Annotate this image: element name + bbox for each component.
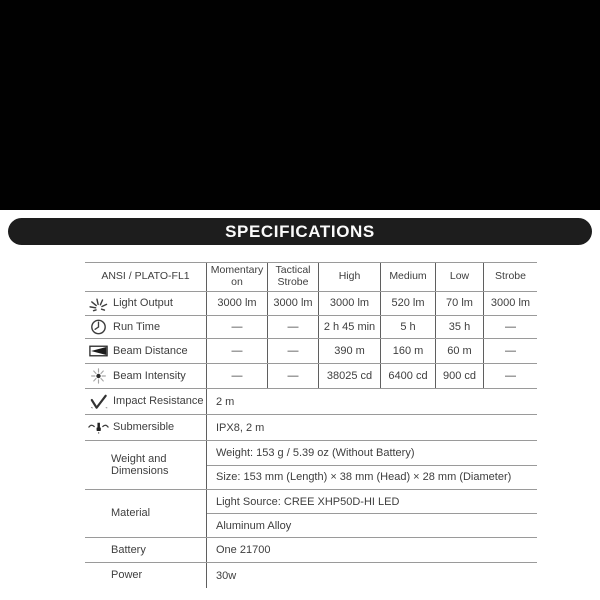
light-output-high: 3000 lm: [318, 292, 380, 315]
run-time-momentary: —: [206, 316, 267, 338]
run-time-low: 35 h: [435, 316, 483, 338]
beam-intensity-icon: [88, 367, 109, 385]
table-row-submersible: [85, 415, 537, 441]
power-value: 30w: [206, 563, 537, 588]
top-black-band: [0, 0, 600, 210]
table-row-light-output: [85, 292, 537, 316]
beam-intensity-medium: 6400 cd: [380, 364, 435, 388]
beam-intensity-tactical-strobe: —: [267, 364, 318, 388]
beam-distance-tactical-strobe: —: [267, 339, 318, 363]
beam-intensity-strobe: —: [483, 364, 537, 388]
beam-distance-high: 390 m: [318, 339, 380, 363]
submersible-icon: [88, 419, 109, 437]
submersible-value: IPX8, 2 m: [206, 415, 537, 440]
light-output-strobe: 3000 lm: [483, 292, 537, 315]
impact-resistance-icon: [88, 393, 109, 411]
column-header-high: High: [318, 263, 380, 291]
light-output-momentary: 3000 lm: [206, 292, 267, 315]
specifications-table: [85, 262, 537, 588]
run-time-icon: [88, 318, 109, 336]
column-header-strobe: Strobe: [483, 263, 537, 291]
row-label: Weight and Dimensions: [111, 452, 169, 477]
row-label: Beam Distance: [113, 344, 188, 357]
table-row-battery: [85, 538, 537, 563]
column-header-medium: Medium: [380, 263, 435, 291]
table-header-row: [85, 263, 537, 292]
beam-distance-icon: [88, 342, 109, 360]
row-label: Run Time: [113, 320, 161, 333]
run-time-strobe: —: [483, 316, 537, 338]
table-row-impact-resistance: [85, 389, 537, 415]
row-label: Submersible: [113, 421, 175, 434]
beam-intensity-low: 900 cd: [435, 364, 483, 388]
light-output-icon: [88, 295, 109, 313]
specifications-banner: [8, 218, 592, 245]
light-source-value: Light Source: CREE XHP50D-HI LED: [207, 490, 537, 514]
row-label: Power: [111, 569, 143, 582]
row-label: Light Output: [113, 297, 173, 310]
table-row-beam-distance: [85, 339, 537, 364]
table-row-beam-intensity: [85, 364, 537, 389]
run-time-high: 2 h 45 min: [318, 316, 380, 338]
weight-value: Weight: 153 g / 5.39 oz (Without Battery): [207, 441, 537, 466]
battery-value: One 21700: [206, 538, 537, 562]
light-output-medium: 520 lm: [380, 292, 435, 315]
column-header-momentary-on: Momentary on: [206, 263, 267, 291]
impact-resistance-value: 2 m: [206, 389, 537, 414]
light-output-tactical-strobe: 3000 lm: [267, 292, 318, 315]
column-header-low: Low: [435, 263, 483, 291]
row-label: Beam Intensity: [113, 369, 186, 382]
table-row-material: [85, 490, 537, 538]
beam-intensity-momentary: —: [206, 364, 267, 388]
beam-intensity-high: 38025 cd: [318, 364, 380, 388]
beam-distance-momentary: —: [206, 339, 267, 363]
run-time-medium: 5 h: [380, 316, 435, 338]
size-value: Size: 153 mm (Length) × 38 mm (Head) × 28 mm (Diameter): [216, 471, 512, 484]
table-row-power: [85, 563, 537, 588]
column-header-tactical-strobe: Tactical Strobe: [267, 263, 318, 291]
light-output-low: 70 lm: [435, 292, 483, 315]
row-label: Impact Resistance: [113, 395, 204, 408]
run-time-tactical-strobe: —: [267, 316, 318, 338]
table-row-run-time: [85, 316, 537, 339]
beam-distance-low: 60 m: [435, 339, 483, 363]
page-title: SPECIFICATIONS: [225, 221, 375, 241]
table-row-weight-dimensions: [85, 441, 537, 490]
row-label: Material: [111, 507, 151, 520]
beam-distance-strobe: —: [483, 339, 537, 363]
row-label: Battery: [111, 543, 146, 556]
beam-distance-medium: 160 m: [380, 339, 435, 363]
header-standard-label: ANSI / PLATO-FL1: [101, 270, 190, 283]
body-material-value: Aluminum Alloy: [216, 519, 292, 532]
